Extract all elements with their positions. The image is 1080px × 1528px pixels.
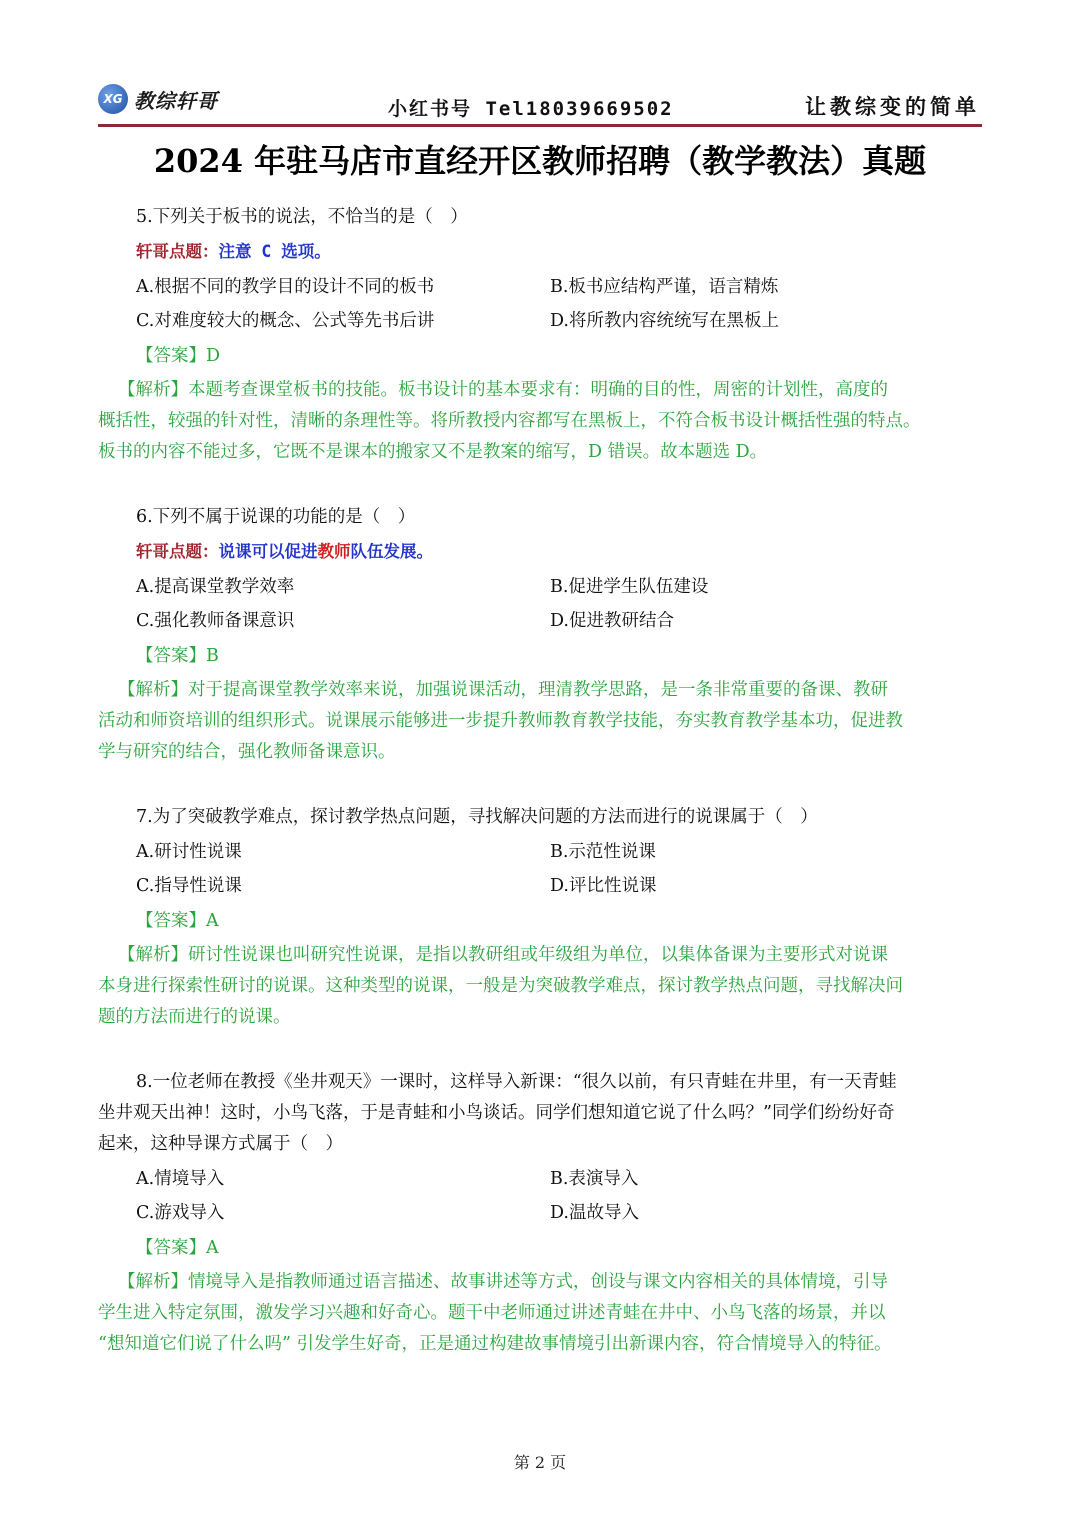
hint-label: 轩哥点题： xyxy=(136,242,219,261)
analysis-line: 学生进入特定氛围，激发学习兴趣和好奇心。题干中老师通过讲述青蛙在井中、小鸟飞落的场景，并以 xyxy=(98,1303,886,1323)
header-contact: 小红书号 Tel18039669502 xyxy=(388,98,674,120)
analysis-line: 【解析】本题考查课堂板书的技能。板书设计的基本要求有：明确的目的性，周密的计划性，高度的 xyxy=(118,380,888,400)
answer: 【答案】D xyxy=(136,346,221,366)
hint-text: 队伍发展。 xyxy=(350,542,433,561)
option-d: D.温故导入 xyxy=(550,1203,639,1223)
hint-label: 轩哥点题： xyxy=(136,542,219,561)
analysis-line: 题的方法而进行的说课。 xyxy=(98,1007,291,1027)
option-a: A.研讨性说课 xyxy=(136,842,242,862)
hint-text-highlight: 教师 xyxy=(317,542,351,561)
analysis-line: 【解析】研讨性说课也叫研究性说课，是指以教研组或年级组为单位，以集体备课为主要形式对说课 xyxy=(118,945,888,965)
analysis-line: 板书的内容不能过多，它既不是课本的搬家又不是教案的缩写，D 错误。故本题选 D。 xyxy=(98,442,768,462)
question-stem: 7.为了突破教学难点，探讨教学热点问题，寻找解决问题的方法而进行的说课属于（ ） xyxy=(136,807,818,827)
option-d: D.促进教研结合 xyxy=(550,611,674,631)
option-d: D.评比性说课 xyxy=(550,876,657,896)
option-b: B.促进学生队伍建设 xyxy=(550,577,709,597)
answer: 【答案】A xyxy=(136,1238,219,1258)
option-a: A.根据不同的教学目的设计不同的板书 xyxy=(136,277,435,297)
question-stem: 5.下列关于板书的说法，不恰当的是（ ） xyxy=(136,207,468,227)
analysis xyxy=(98,375,988,468)
answer: 【答案】B xyxy=(136,646,219,666)
option-b: B.板书应结构严谨，语言精炼 xyxy=(550,277,779,297)
question-stem xyxy=(98,1067,988,1160)
option-c: C.对难度较大的概念、公式等先书后讲 xyxy=(136,311,435,331)
option-b: B.示范性说课 xyxy=(550,842,656,862)
stem-line: 起来，这种导课方式属于（ ） xyxy=(98,1134,343,1154)
option-c: C.指导性说课 xyxy=(136,876,242,896)
hint-line xyxy=(136,537,433,567)
page-title: 2024 年驻马店市直经开区教师招聘（教学教法）真题 xyxy=(153,142,927,180)
option-d: D.将所教内容统统写在黑板上 xyxy=(550,311,779,331)
header-divider xyxy=(98,124,982,127)
analysis-line: 学与研究的结合，强化教师备课意识。 xyxy=(98,742,396,762)
analysis-line: 【解析】对于提高课堂教学效率来说，加强说课活动，理清教学思路，是一条非常重要的备课、教研 xyxy=(118,680,888,700)
page-header xyxy=(98,78,982,126)
option-c: C.强化教师备课意识 xyxy=(136,611,295,631)
analysis-line: 本身进行探索性研讨的说课。这种类型的说课，一般是为突破教学难点，探讨教学热点问题，寻找解决问 xyxy=(98,976,903,996)
stem-line: 坐井观天出神！这时，小鸟飞落，于是青蛙和小鸟谈话。同学们想知道它说了什么吗？”同学们纷纷好奇 xyxy=(98,1103,895,1123)
brand-logo xyxy=(98,80,218,118)
analysis-line: 概括性，较强的针对性，清晰的条理性等。将所教授内容都写在黑板上，不符合板书设计概括性强的特点。 xyxy=(98,411,921,431)
question-stem: 6.下列不属于说课的功能的是（ ） xyxy=(136,507,416,527)
stem-line: 8.一位老师在教授《坐井观天》一课时，这样导入新课：“很久以前，有只青蛙在井里，有一天青蛙 xyxy=(136,1072,897,1092)
analysis xyxy=(98,675,988,768)
analysis-line: “想知道它们说了什么吗” 引发学生好奇，正是通过构建故事情境引出新课内容，符合情境导入的特征。 xyxy=(98,1334,892,1354)
option-b: B.表演导入 xyxy=(550,1169,639,1189)
option-c: C.游戏导入 xyxy=(136,1203,225,1223)
hint-line xyxy=(136,237,331,267)
page-number: 第 2 页 xyxy=(513,1453,567,1472)
hint-text: 说课可以促进 xyxy=(218,542,318,561)
hint-text: 注意 C 选项。 xyxy=(218,242,331,261)
header-slogan: 让教综变的简单 xyxy=(805,95,980,119)
logo-badge-icon: XG xyxy=(98,84,128,114)
option-a: A.情境导入 xyxy=(136,1169,225,1189)
answer: 【答案】A xyxy=(136,911,219,931)
analysis xyxy=(98,940,988,1033)
analysis-line: 活动和师资培训的组织形式。说课展示能够进一步提升教师教育教学技能，夯实教育教学基本功，促进教 xyxy=(98,711,903,731)
analysis-line: 【解析】情境导入是指教师通过语言描述、故事讲述等方式，创设与课文内容相关的具体情境，引导 xyxy=(118,1272,888,1292)
option-a: A.提高课堂教学效率 xyxy=(136,577,295,597)
logo-text: 教综轩哥 xyxy=(134,88,218,113)
analysis xyxy=(98,1267,988,1360)
